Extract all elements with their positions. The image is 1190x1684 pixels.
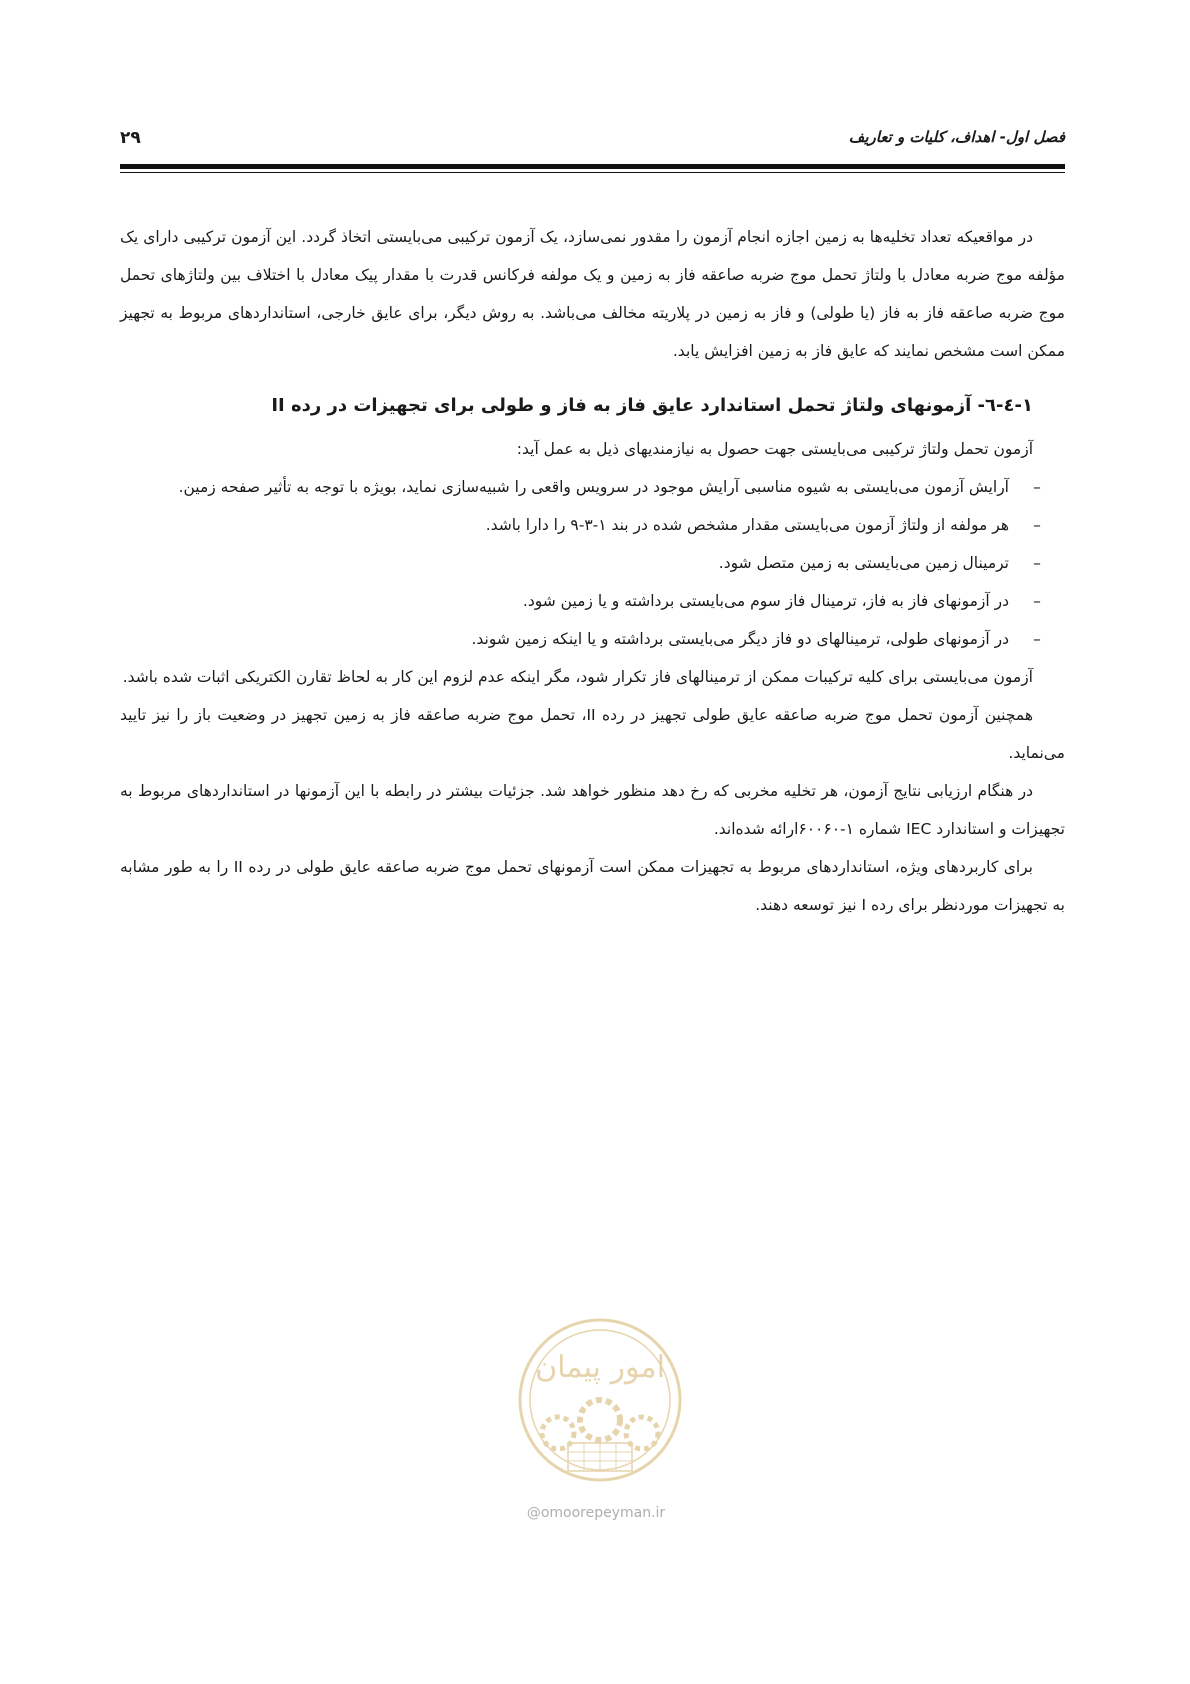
paragraph-6: برای کاربردهای ویژه، استانداردهای مربوط به تجهیزات ممکن است آزمونهای تحمل موج ضربه صاعقه عایق طولی در رده II را به طور مشابه به تجهیزات موردنظر برای رده I نیز توسعه دهند. (120, 858, 1065, 914)
watermark-logo (510, 1315, 690, 1485)
watermark-logo-text: امور پیمان (535, 1350, 665, 1385)
watermark-url: @omoorepeyman.ir (526, 1505, 666, 1521)
list-item (120, 544, 1065, 582)
list-item-text: ترمینال زمین می‌بایستی به زمین متصل شود. (718, 554, 1009, 572)
list-item (120, 582, 1065, 620)
bullet-dash: – (1033, 630, 1041, 648)
bullet-dash: – (1033, 592, 1041, 610)
list-item-text: آرایش آزمون می‌بایستی به شیوه مناسبی آرایش موجود در سرویس واقعی را شبیه‌سازی نماید، بویژه با توجه به تأثیر صفحه زمین. (178, 478, 1009, 496)
list-item (120, 468, 1065, 506)
section-heading: ۱-٤-٦- آزمونهای ولتاژ تحمل استاندارد عایق فاز به فاز و طولی برای تجهیزات در رده II (271, 395, 1033, 416)
page-header (120, 128, 1065, 158)
list-item-text: در آزمونهای طولی، ترمینالهای دو فاز دیگر می‌بایستی برداشته و یا اینکه زمین شوند. (471, 630, 1009, 648)
list-item-text: در آزمونهای فاز به فاز، ترمینال فاز سوم می‌بایستی برداشته و یا زمین شود. (522, 592, 1009, 610)
paragraph-2: آزمون تحمل ولتاژ ترکیبی می‌بایستی جهت حصول به نیازمندیهای ذیل به عمل آید: (516, 440, 1033, 458)
bullet-dash: – (1033, 554, 1041, 572)
list-item-text: هر مولفه از ولتاژ آزمون می‌بایستی مقدار مشخص شده در بند ۱-۳-۹ را دارا باشد. (485, 516, 1009, 534)
paragraph-1: در مواقعیکه تعداد تخلیه‌ها به زمین اجازه انجام آزمون را مقدور نمی‌سازد، یک آزمون ترکیبی می‌بایستی اتخاذ گردد. این آزمون ترکیبی دارای یک مؤلفه موج ضربه معادل با ولتاژ تحمل موج ضربه صاعقه فاز به زمین و یک مولفه فرکانس قدرت با مقدار پیک معادل با اختلاف بین ولتاژهای تحمل موج ضربه صاعقه فاز به فاز (یا طولی) و فاز به زمین در پلاریته مخالف می‌باشد. به روش دیگر، برای عایق خارجی، استانداردهای مربوط به تجهیز ممکن است مشخص نمایند که عایق فاز به زمین افزایش یابد. (120, 228, 1065, 360)
header-rule-thin (120, 172, 1065, 173)
header-rule-thick (120, 164, 1065, 169)
chapter-title: فصل اول- اهداف، کلیات و تعاریف (848, 128, 1065, 146)
page-number: ۲۹ (120, 128, 141, 148)
bullet-dash: – (1033, 478, 1041, 496)
list-item (120, 506, 1065, 544)
paragraph-3: آزمون می‌بایستی برای کلیه ترکیبات ممکن از ترمینالهای فاز تکرار شود، مگر اینکه عدم لزوم این کار به لحاظ تقارن الکتریکی اثبات شده باشد. (122, 668, 1033, 686)
body-text (120, 218, 1065, 924)
paragraph-5: در هنگام ارزیابی نتایج آزمون، هر تخلیه مخربی که رخ دهد منظور خواهد شد. جزئیات بیشتر در رابطه با این آزمونها در استانداردهای مربوط به تجهیزات و استاندارد IEC شماره ۱-۶۰۰۶۰ارائه شده‌اند. (120, 782, 1065, 838)
bullet-dash: – (1033, 516, 1041, 534)
list-item (120, 620, 1065, 658)
paragraph-4: همچنین آزمون تحمل موج ضربه صاعقه عایق طولی تجهیز در رده II، تحمل موج ضربه صاعقه فاز به زمین تجهیز در وضعیت باز را نیز تایید می‌نماید. (120, 706, 1065, 762)
